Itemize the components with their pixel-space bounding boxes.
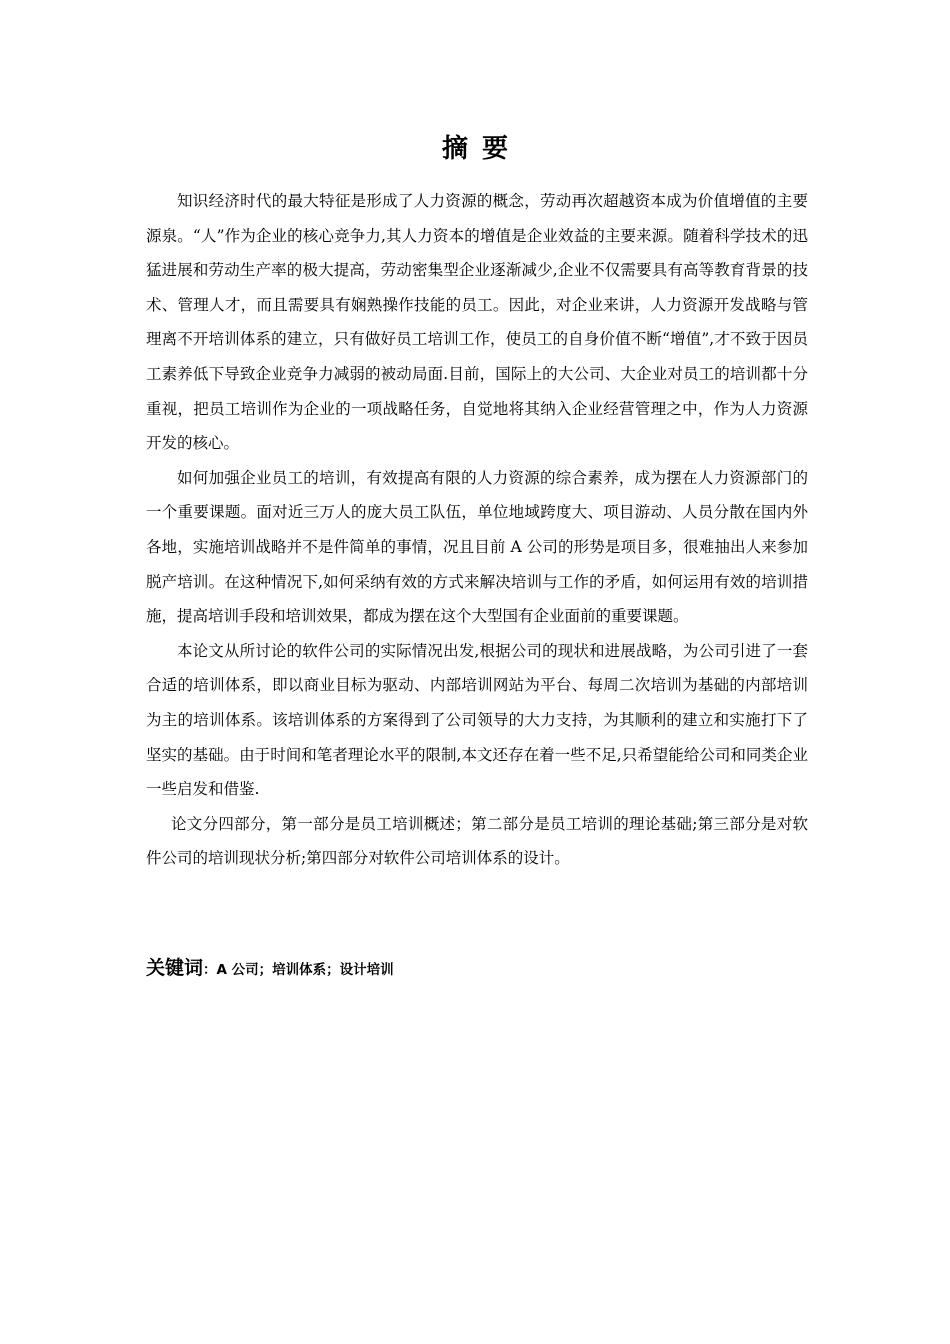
abstract-body [146, 184, 808, 876]
abstract-paragraph-3: 本论文从所讨论的软件公司的实际情况出发,根据公司的现状和进展战略，为公司引进了一套合适的培训体系，即以商业目标为驱动、内部培训网站为平台、每周二次培训为基础的内部培训为主的培训体系。该培训体系的方案得到了公司领导的大力支持，为其顺利的建立和实施打下了坚实的基础。由于时间和笔者理论水平的限制,本文还存在着一些不足,只希望能给公司和同类企业一些启发和借鉴. [146, 641, 808, 799]
abstract-paragraph-1: 知识经济时代的最大特征是形成了人力资源的概念，劳动再次超越资本成为价值增值的主要源泉。“人”作为企业的核心竞争力,其人力资本的增值是企业效益的主要来源。随着科学技术的迅猛进展和劳动生产率的极大提高，劳动密集型企业逐渐减少,企业不仅需要具有高等教育背景的技术、管理人才，而且需要具有娴熟操作技能的员工。因此，对企业来讲，人力资源开发战略与管理离不开培训体系的建立，只有做好员工培训工作，使员工的自身价值不断“增值”,才不致于因员工素养低下导致企业竞争力减弱的被动局面.目前，国际上的大公司、大企业对员工的培训都十分重视，把员工培训作为企业的一项战略任务，自觉地将其纳入企业经营管理之中，作为人力资源开发的核心。 [146, 192, 808, 453]
abstract-paragraph-2: 如何加强企业员工的培训，有效提高有限的人力资源的综合素养，成为摆在人力资源部门的一个重要课题。面对近三万人的庞大员工队伍，单位地域跨度大、项目游动、人员分散在国内外各地，实施培训战略并不是件简单的事情，况且目前 A 公司的形势是项目多，很难抽出人来参加脱产培训。在这种情况下,如何采纳有效的方式来解决培训与工作的矛盾，如何运用有效的培训措施，提高培训手段和培训效果，都成为摆在这个大型国有企业面前的重要课题。 [146, 468, 808, 626]
abstract-title: 摘要 [441, 134, 522, 164]
abstract-paragraph-4: 论文分四部分，第一部分是员工培训概述；第二部分是员工培训的理论基础;第三部分是对软件公司的培训现状分析;第四部分对软件公司培训体系的设计。 [146, 814, 808, 868]
keywords-value: ：A 公司；培训体系；设计培训 [203, 962, 394, 978]
keywords-label: 关键词 [146, 957, 204, 979]
keywords-line [146, 953, 808, 985]
